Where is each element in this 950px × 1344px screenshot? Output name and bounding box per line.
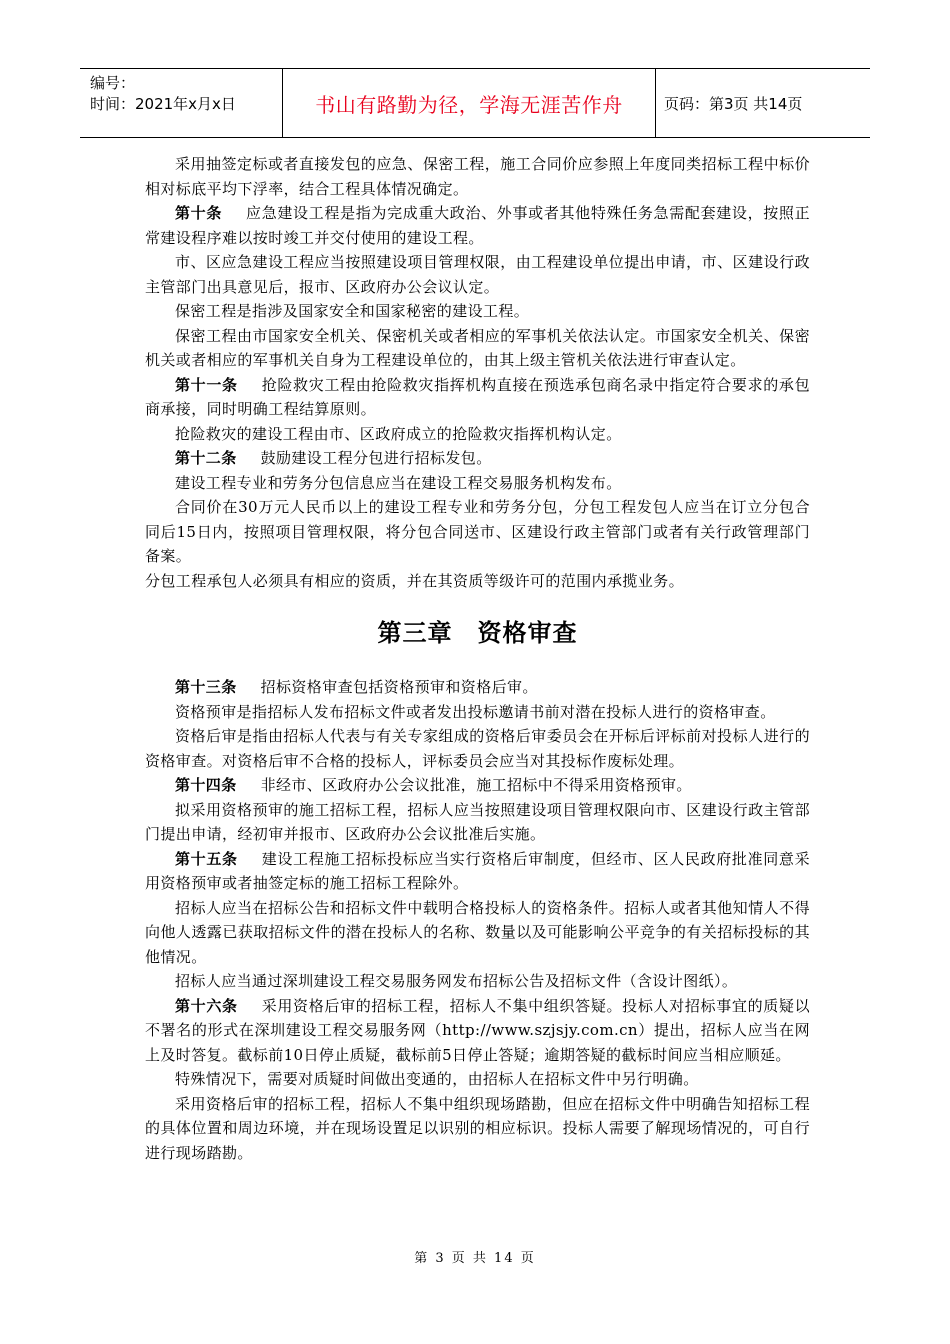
paragraph: 资格预审是指招标人发布招标文件或者发出投标邀请书前对潜在投标人进行的资格审查。 — [175, 702, 776, 721]
article-text: 应急建设工程是指为完成重大政治、外事或者其他特殊任务急需配套建设，按照正常建设程序难以按时竣工并交付使用的建设工程。 — [145, 204, 811, 247]
article-text: 建设工程施工招标投标应当实行资格后审制度，但经市、区人民政府批准同意采用资格预审或者抽签定标的施工招标工程除外。 — [145, 849, 810, 892]
document-number-label: 编号： — [90, 74, 136, 92]
document-body — [145, 152, 810, 1165]
paragraph: 采用资格后审的招标工程，招标人不集中组织现场踏勘，但应在招标文件中明确告知招标工程的具体位置和周边环境，并在现场设置足以识别的相应标识。投标人需要了解现场情况的，可自行进行现场踏勘。 — [145, 1094, 810, 1162]
paragraph: 招标人应当在招标公告和招标文件中载明合格投标人的资格条件。招标人或者其他知情人不得向他人透露已获取招标文件的潜在投标人的名称、数量以及可能影响公平竞争的有关招标投标的其他情况。 — [145, 898, 810, 966]
paragraph: 保密工程由市国家安全机关、保密机关或者相应的军事机关依法认定。市国家安全机关、保密机关或者相应的军事机关自身为工程建设单位的，由其上级主管机关依法进行审查认定。 — [145, 326, 810, 369]
article-12 — [145, 446, 810, 471]
article-label: 第十三条 — [175, 678, 237, 696]
article-16 — [145, 994, 810, 1068]
article-label: 第十一条 — [175, 375, 238, 394]
paragraph: 保密工程是指涉及国家安全和国家秘密的建设工程。 — [175, 302, 530, 320]
article-13 — [145, 675, 810, 700]
article-label: 第十六条 — [175, 996, 238, 1015]
paragraph: 合同价在30万元人民币以上的建设工程专业和劳务分包，分包工程发包人应当在订立分包合同后15日内，按照项目管理权限，将分包合同送市、区建设行政主管部门或者有关行政管理部门备案。 — [145, 498, 810, 565]
page-footer: 第 3 页 共 14 页 — [414, 1251, 536, 1266]
paragraph: 采用抽签定标或者直接发包的应急、保密工程，施工合同价应参照上年度同类招标工程中标价相对标底平均下浮率，结合工程具体情况确定。 — [145, 155, 810, 198]
article-10 — [145, 201, 810, 250]
paragraph: 招标人应当通过深圳建设工程交易服务网发布招标公告及招标文件（含设计图纸）。 — [175, 972, 738, 990]
document-time-label: 时间：2021年x月x日 — [90, 95, 236, 113]
article-text: 非经市、区政府办公会议批准，施工招标中不得采用资格预审。 — [260, 776, 692, 794]
article-15 — [145, 847, 810, 896]
article-label: 第十四条 — [175, 776, 237, 794]
paragraph: 特殊情况下，需要对质疑时间做出变通的，由招标人在招标文件中另行明确。 — [175, 1070, 699, 1088]
article-text: 抢险救灾工程由抢险救灾指挥机构直接在预选承包商名录中指定符合要求的承包商承接，同时明确工程结算原则。 — [145, 375, 810, 418]
paragraph: 分包工程承包人必须具有相应的资质，并在其资质等级许可的范围内承揽业务。 — [145, 571, 685, 590]
chapter-title: 第三章 资格审查 — [377, 619, 578, 647]
paragraph: 资格后审是指由招标人代表与有关专家组成的资格后审委员会在开标后评标前对投标人进行的资格审查。对资格后审不合格的投标人，评标委员会应当对其投标作废标处理。 — [145, 727, 810, 770]
article-text: 招标资格审查包括资格预审和资格后审。 — [260, 678, 538, 696]
paragraph: 抢险救灾的建设工程由市、区政府成立的抢险救灾指挥机构认定。 — [175, 424, 622, 443]
header-motto: 书山有路勤为径，学海无涯苦作舟 — [283, 69, 656, 137]
article-text: 采用资格后审的招标工程，招标人不集中组织答疑。投标人对招标事宜的质疑以不署名的形式在深圳建设工程交易服务网（http://www.szjsjy.com.cn）提出，招标人应当在网上及时答复。截标前10日停止质疑，截标前5日停止答疑；逾期答疑的截标时间应当相应顺延。 — [145, 996, 810, 1064]
paragraph: 市、区应急建设工程应当按照建设项目管理权限，由工程建设单位提出申请，市、区建设行政主管部门出具意见后，报市、区政府办公会议认定。 — [145, 253, 810, 296]
article-11 — [145, 373, 810, 422]
article-label: 第十条 — [175, 204, 223, 222]
header-meta — [80, 69, 283, 137]
article-label: 第十二条 — [175, 449, 237, 467]
article-label: 第十五条 — [175, 849, 238, 868]
paragraph: 建设工程专业和劳务分包信息应当在建设工程交易服务机构发布。 — [175, 473, 622, 492]
article-14 — [145, 773, 810, 798]
article-text: 鼓励建设工程分包进行招标发包。 — [260, 449, 492, 467]
header-page-info: 页码：第3页 共14页 — [664, 94, 803, 113]
paragraph: 拟采用资格预审的施工招标工程，招标人应当按照建设项目管理权限向市、区建设行政主管部门提出申请，经初审并报市、区政府办公会议批准后实施。 — [145, 800, 810, 843]
page-header — [80, 68, 870, 138]
